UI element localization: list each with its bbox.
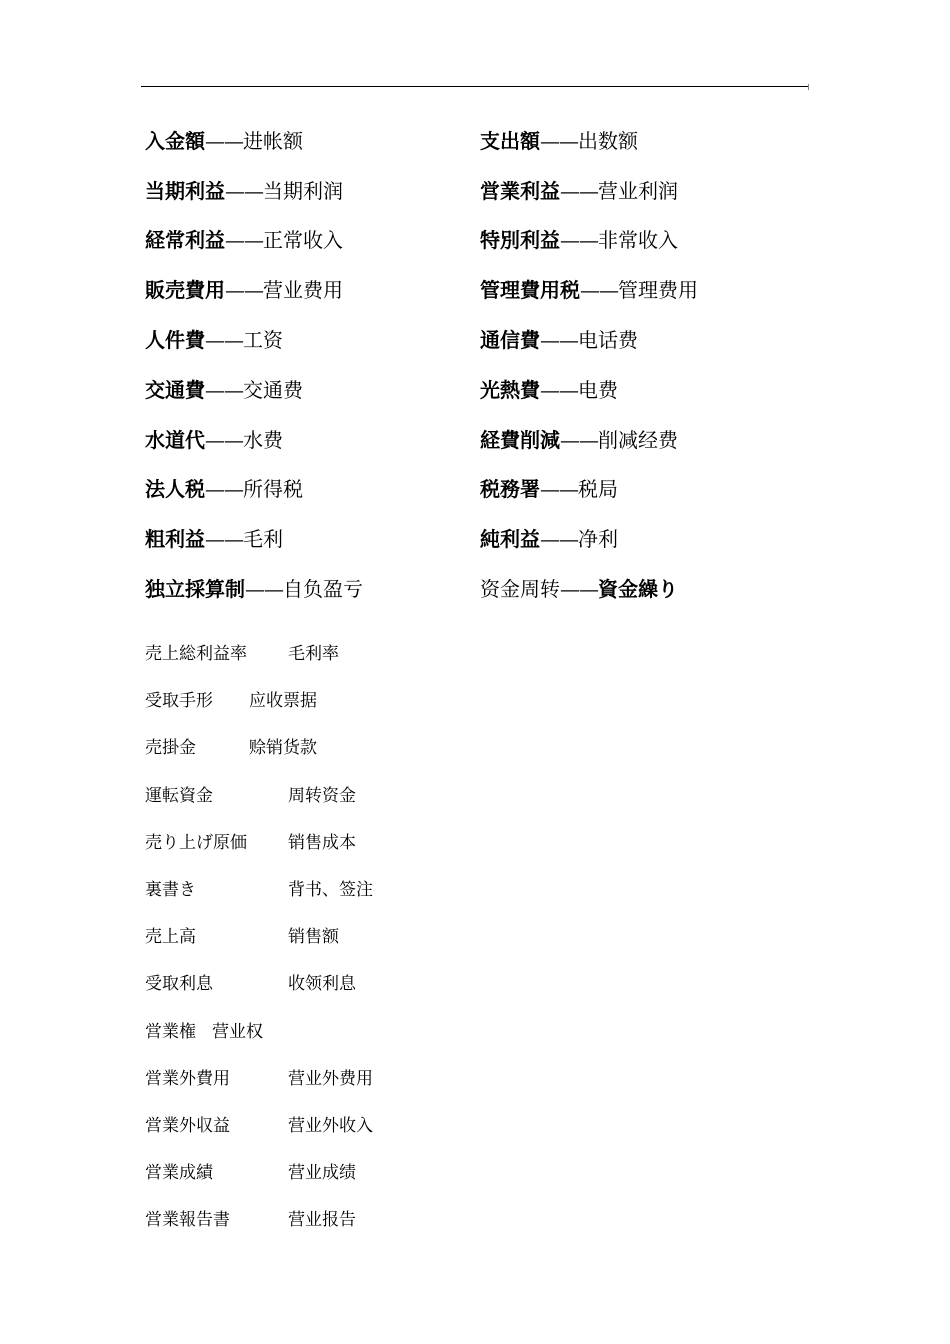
term-ja: 営業外費用 (145, 1068, 230, 1089)
pair-left (145, 328, 480, 353)
pair-row (145, 564, 765, 614)
pair-left (145, 577, 480, 602)
pair-dash: —— (205, 377, 243, 402)
pair-dash: —— (540, 377, 578, 402)
pair-ja-term: 入金額 (145, 128, 205, 153)
pair-zh-term: 营业利润 (598, 178, 678, 203)
pair-left (145, 278, 480, 303)
pair-zh-term: 电话费 (578, 328, 638, 353)
term-row (145, 770, 645, 817)
pair-dash: —— (225, 278, 263, 303)
pair-ja-term: 交通費 (145, 377, 205, 402)
pair-zh-term: 电费 (578, 377, 618, 402)
pair-dash: —— (560, 178, 598, 203)
pair-ja-term: 特別利益 (480, 228, 560, 253)
pair-dash: —— (560, 577, 598, 602)
pair-ja-term: 独立採算制 (145, 577, 245, 602)
pair-dash: —— (225, 228, 263, 253)
term-ja: 営業報告書 (145, 1210, 230, 1231)
header-rule (141, 86, 809, 87)
term-row (145, 722, 645, 769)
pair-left (145, 477, 480, 502)
pair-ja-term: 法人税 (145, 477, 205, 502)
pair-zh-term: 交通费 (243, 377, 303, 402)
pair-ja-term: 経費削減 (480, 427, 560, 452)
pair-dash: —— (540, 527, 578, 552)
term-zh: 收领利息 (288, 974, 356, 995)
pair-right (480, 377, 618, 402)
pair-left (145, 128, 480, 153)
term-row (145, 958, 645, 1005)
pair-zh-term: 资金周转 (480, 577, 560, 602)
pair-zh-term: 工资 (243, 328, 283, 353)
pair-dash: —— (245, 577, 283, 602)
pair-dash: —— (205, 527, 243, 552)
term-row (145, 864, 645, 911)
term-row (145, 1100, 645, 1147)
term-zh: 销售额 (288, 927, 339, 948)
term-row (145, 628, 645, 675)
pair-zh-term: 税局 (578, 477, 618, 502)
pair-row (145, 265, 765, 315)
pair-ja-term: 販売費用 (145, 278, 225, 303)
pair-left (145, 427, 480, 452)
pair-ja-term: 人件費 (145, 328, 205, 353)
pair-dash: —— (205, 328, 243, 353)
pair-zh-term: 出数额 (578, 128, 638, 153)
term-ja: 裏書き (145, 880, 196, 901)
pair-right (480, 328, 638, 353)
term-row (145, 1006, 645, 1053)
pair-zh-term: 营业费用 (263, 278, 343, 303)
term-ja: 売掛金 (145, 738, 196, 759)
pair-right (480, 427, 678, 452)
pair-zh-term: 所得税 (243, 477, 303, 502)
term-row (145, 1194, 645, 1241)
pair-left (145, 527, 480, 552)
pair-ja-term: 資金繰り (598, 577, 678, 602)
term-list (145, 628, 645, 1241)
pair-right (480, 477, 618, 502)
pair-dash: —— (205, 477, 243, 502)
pair-ja-term: 当期利益 (145, 178, 225, 203)
pair-row (145, 116, 765, 166)
pair-zh-term: 削减经费 (598, 427, 678, 452)
term-ja: 運転資金 (145, 785, 213, 806)
term-zh: 背书、签注 (288, 880, 373, 901)
pair-left (145, 178, 480, 203)
pair-dash: —— (540, 328, 578, 353)
term-ja: 売り上げ原価 (145, 832, 247, 853)
term-row (145, 817, 645, 864)
pair-dash: —— (580, 278, 618, 303)
term-row (145, 675, 645, 722)
term-zh: 营业外费用 (288, 1068, 373, 1089)
bold-term-pairs (145, 116, 765, 614)
pair-zh-term: 水费 (243, 427, 283, 452)
pair-ja-term: 営業利益 (480, 178, 560, 203)
pair-zh-term: 净利 (578, 527, 618, 552)
pair-ja-term: 通信費 (480, 328, 540, 353)
pair-left (145, 377, 480, 402)
header-rule-end-mark (808, 84, 809, 90)
term-row (145, 1147, 645, 1194)
pair-left (145, 228, 480, 253)
term-ja: 売上高 (145, 927, 196, 948)
pair-ja-term: 税務署 (480, 477, 540, 502)
term-zh: 赊销货款 (249, 738, 317, 759)
term-zh: 营业报告 (288, 1210, 356, 1231)
pair-row (145, 465, 765, 515)
pair-right (480, 577, 678, 602)
pair-ja-term: 粗利益 (145, 527, 205, 552)
pair-row (145, 166, 765, 216)
term-zh: 周转资金 (288, 785, 356, 806)
pair-ja-term: 管理費用税 (480, 278, 580, 303)
term-zh: 应收票据 (249, 691, 317, 712)
pair-dash: —— (540, 128, 578, 153)
pair-right (480, 228, 678, 253)
pair-row (145, 216, 765, 266)
pair-zh-term: 自负盈亏 (283, 577, 363, 602)
term-ja: 営業外収益 (145, 1115, 230, 1136)
pair-row (145, 514, 765, 564)
term-zh: 营业成绩 (288, 1163, 356, 1184)
pair-ja-term: 純利益 (480, 527, 540, 552)
term-ja: 受取手形 (145, 691, 213, 712)
pair-ja-term: 光熱費 (480, 377, 540, 402)
pair-ja-term: 支出額 (480, 128, 540, 153)
term-zh: 营业权 (212, 1021, 263, 1042)
term-ja: 売上総利益率 (145, 644, 247, 665)
pair-zh-term: 管理费用 (618, 278, 698, 303)
term-ja: 営業権 (145, 1021, 196, 1042)
pair-ja-term: 水道代 (145, 427, 205, 452)
pair-row (145, 415, 765, 465)
pair-zh-term: 非常收入 (598, 228, 678, 253)
pair-right (480, 178, 678, 203)
term-ja: 受取利息 (145, 974, 213, 995)
pair-ja-term: 経常利益 (145, 228, 225, 253)
term-zh: 营业外收入 (288, 1115, 373, 1136)
pair-right (480, 128, 638, 153)
term-row (145, 911, 645, 958)
pair-row (145, 365, 765, 415)
term-ja: 営業成績 (145, 1163, 213, 1184)
pair-right (480, 527, 618, 552)
pair-right (480, 278, 698, 303)
pair-dash: —— (560, 228, 598, 253)
pair-zh-term: 进帐额 (243, 128, 303, 153)
pair-row (145, 315, 765, 365)
pair-zh-term: 毛利 (243, 527, 283, 552)
term-zh: 毛利率 (288, 644, 339, 665)
pair-dash: —— (540, 477, 578, 502)
term-row (145, 1053, 645, 1100)
term-zh: 销售成本 (288, 832, 356, 853)
pair-zh-term: 正常收入 (263, 228, 343, 253)
pair-zh-term: 当期利润 (263, 178, 343, 203)
pair-dash: —— (205, 128, 243, 153)
pair-dash: —— (225, 178, 263, 203)
pair-dash: —— (560, 427, 598, 452)
pair-dash: —— (205, 427, 243, 452)
